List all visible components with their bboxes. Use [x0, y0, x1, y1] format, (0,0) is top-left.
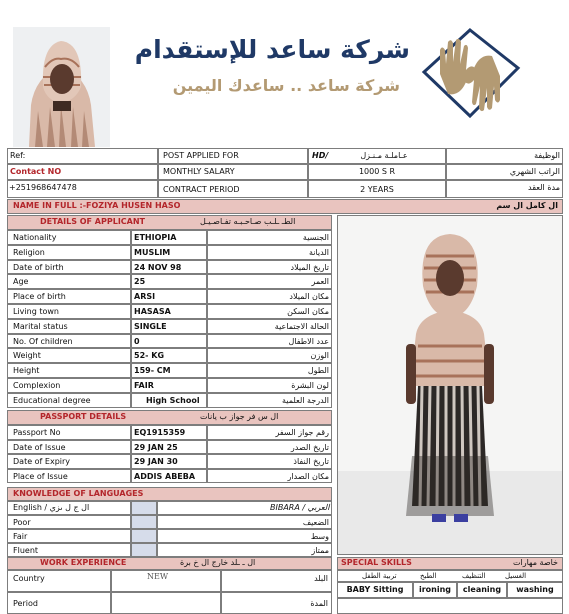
- company-logo-hands-icon: [418, 28, 522, 120]
- applicant-row-label-arabic: مكان الميلاد: [289, 292, 329, 302]
- work-country-label-arabic: البلد: [314, 574, 328, 583]
- applicant-full-body-photo: [337, 215, 563, 555]
- ref-label: Ref:: [10, 151, 26, 160]
- applicant-row-value: ARSI: [134, 292, 156, 302]
- post-applied-label: POST APPLIED FOR: [163, 151, 239, 160]
- language-level-label-arabic: وسط: [310, 532, 329, 541]
- applicant-row-value: 24 NOV 98: [134, 262, 182, 272]
- applicant-face-photo: [13, 27, 110, 147]
- language-level-label: Poor: [13, 518, 31, 527]
- applicant-section-title-arabic: الطـ ـلـب صـاحـبـه تفـاصـيـل: [200, 217, 296, 226]
- applicant-row-value: MUSLIM: [134, 247, 171, 257]
- work-section-title: WORK EXPERIENCE: [40, 558, 127, 567]
- language-level-label-arabic: ممتاز: [311, 546, 329, 555]
- applicant-row-value: 0: [134, 336, 140, 346]
- applicant-row-label-arabic: الدرجة العلمية: [282, 395, 329, 405]
- work-country-label: Country: [13, 574, 45, 583]
- arabic-language-label: BIBARA / العربي: [270, 503, 330, 512]
- applicant-row-label-arabic: العمر: [311, 277, 329, 287]
- company-slogan-arabic: شركة ساعد .. ساعدك اليمين: [172, 76, 400, 95]
- skill-label: cleaning: [462, 585, 502, 594]
- period-label-arabic: مدة العقد: [528, 183, 560, 192]
- applicant-row-label: Living town: [13, 307, 59, 316]
- salary-value: 1000 S R: [358, 167, 396, 176]
- applicant-row-value: 52- KG: [134, 351, 165, 361]
- language-level-label: Fluent: [13, 546, 39, 555]
- applicant-row-value: High School: [146, 395, 200, 405]
- applicant-row-label: Marital status: [13, 321, 68, 331]
- applicant-row-label-arabic: عدد الاطفال: [288, 336, 329, 346]
- applicant-row-value: 159- CM: [134, 366, 171, 376]
- passport-row-value: 29 JAN 25: [134, 442, 178, 452]
- languages-section-title: KNOWLEDGE OF LANGUAGES: [13, 489, 144, 498]
- applicant-section-title: DETAILS OF APPLICANT: [40, 217, 146, 226]
- skill-label: BABY Sitting: [346, 585, 404, 594]
- skill-label-arabic: تربية الطفل: [362, 572, 397, 580]
- applicant-row-label-arabic: الطول: [307, 366, 329, 376]
- passport-section-title: PASSPORT DETAILS: [40, 412, 127, 421]
- applicant-row-value: SINGLE: [134, 321, 167, 331]
- work-section-title-arabic: ال ـ ـلد خارج ال خ برة: [180, 558, 256, 567]
- skill-label: ironing: [418, 585, 452, 594]
- applicant-row-label: Height: [13, 366, 40, 376]
- applicant-row-label-arabic: الديانة: [308, 247, 329, 257]
- passport-row-value: EQ1915359: [134, 428, 186, 437]
- applicant-row-label: No. Of children: [13, 336, 73, 346]
- applicant-row-value: FAIR: [134, 381, 154, 390]
- applicant-row-label-arabic: الجنسية: [302, 233, 329, 242]
- applicant-row-label: Nationality: [13, 233, 57, 242]
- applicant-row-label-arabic: لون البشرة: [291, 381, 329, 390]
- period-value: 2 YEARS: [360, 185, 394, 194]
- language-level-label-arabic: الضعيف: [302, 518, 329, 527]
- applicant-row-label: Complexion: [13, 381, 61, 390]
- skill-label-arabic: الطبخ: [420, 572, 437, 580]
- monthly-salary-label: MONTHLY SALARY: [163, 167, 235, 176]
- passport-row-label-arabic: تاريخ الصدر: [290, 442, 329, 452]
- applicant-row-label: Age: [13, 277, 29, 287]
- applicant-row-label: Date of birth: [13, 262, 64, 272]
- applicant-row-value: HASASA: [134, 307, 171, 316]
- full-name-label: NAME IN FULL :-FOZIYA HUSEN HASO: [13, 201, 181, 210]
- applicant-row-label-arabic: تاريخ الميلاد: [290, 262, 329, 272]
- language-level-check-cell: [131, 515, 157, 529]
- skill-label: washing: [516, 585, 554, 594]
- company-name-arabic: شركة ساعد للإستقدام: [134, 35, 410, 64]
- skill-label-arabic: التنظيف: [462, 572, 486, 580]
- skill-empty-row: [337, 598, 563, 614]
- passport-row-label: Date of Issue: [13, 442, 66, 452]
- applicant-row-value-cell: [131, 334, 207, 349]
- applicant-row-label: Weight: [13, 351, 41, 361]
- passport-row-value: ADDIS ABEBA: [134, 471, 196, 481]
- passport-row-label-arabic: تاريخ النفاذ: [293, 457, 329, 466]
- post-label-arabic: الوظيفة: [534, 151, 560, 160]
- applicant-row-label-arabic: مكان السكن: [287, 307, 329, 316]
- passport-row-label-arabic: رقم جواز السفر: [275, 428, 329, 437]
- passport-row-value: 29 JAN 30: [134, 457, 178, 466]
- skill-label-arabic: الغسيل: [505, 572, 527, 580]
- applicant-row-label-arabic: الوزن: [310, 351, 329, 361]
- passport-section-title-arabic: ال س فر جواز ب يانات: [200, 412, 279, 421]
- skills-section-title-arabic: خاصة مهارات: [512, 558, 558, 567]
- contact-label: Contact NO: [10, 167, 62, 176]
- work-period-label-arabic: المدة: [310, 599, 328, 608]
- applicant-row-value: 25: [134, 277, 146, 287]
- work-period-label: Period: [13, 599, 38, 608]
- applicant-row-label-arabic: الحالة الاجتماعية: [274, 321, 329, 331]
- language-level-check-cell: [131, 543, 157, 557]
- applicant-row-value: ETHIOPIA: [134, 233, 177, 242]
- passport-row-label: Passport No: [13, 428, 61, 437]
- post-value-en: HD/: [312, 151, 329, 160]
- post-value-ar: عـاملـة مـنـزل: [360, 151, 408, 160]
- passport-row-label: Place of Issue: [13, 471, 68, 481]
- passport-row-label-arabic: مكان الصدار: [287, 471, 329, 481]
- full-name-label-arabic: ال كامل ال سم: [496, 201, 558, 210]
- skills-section-title: SPECIAL SKILLS: [341, 558, 412, 567]
- applicant-row-label: Religion: [13, 247, 45, 257]
- salary-label-arabic: الراتب الشهري: [509, 167, 560, 176]
- contract-period-label: CONTRACT PERIOD: [163, 185, 240, 194]
- applicant-row-label: Place of birth: [13, 292, 66, 302]
- language-level-check-cell: [131, 529, 157, 543]
- passport-row-label: Date of Expiry: [13, 457, 71, 466]
- english-label: English / ال ج ل ىزي: [13, 503, 90, 512]
- contact-value: +251968647478: [9, 183, 77, 192]
- applicant-row-label: Educational degree: [13, 395, 91, 405]
- work-country-value: NEW: [147, 572, 169, 581]
- language-level-label: Fair: [13, 532, 28, 541]
